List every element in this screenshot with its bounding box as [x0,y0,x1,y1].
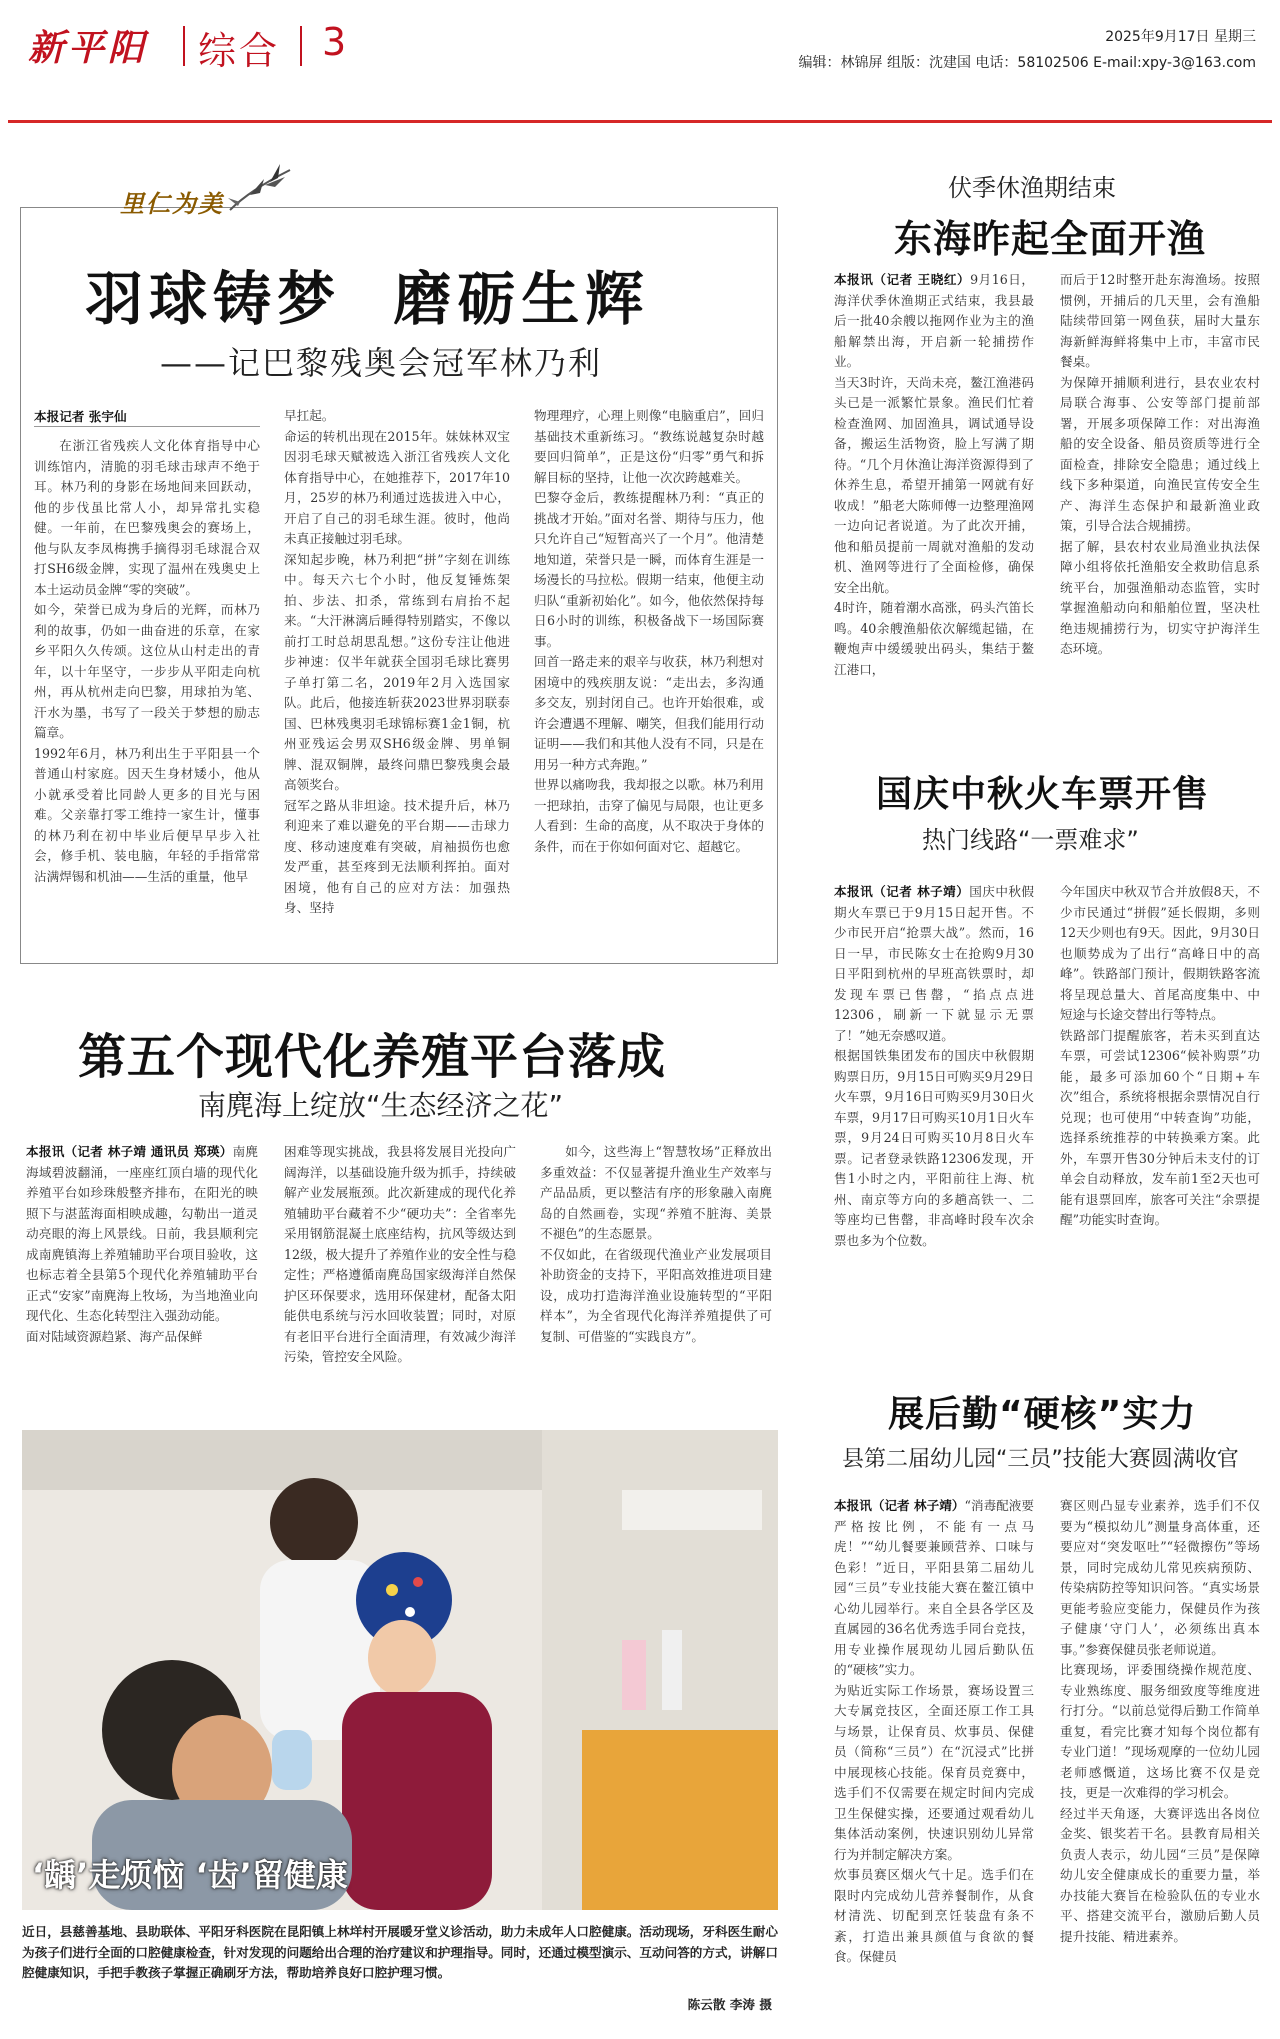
kindergarten-subtitle: 县第二届幼儿园“三员”技能大赛圆满收官 [842,1447,1239,1472]
aquaculture-col-2 [284,1142,516,1392]
editor-credits: 编辑：林锦屏 组版：沈建国 电话：58102506 E-mail:xpy-3@163.com [798,55,1256,71]
aquaculture-byline: 本报讯（记者 林子靖 通讯员 郑瑛） [26,1144,233,1159]
aquaculture-title: 第五个现代化养殖平台落成 [78,1029,667,1085]
bamboo-icon [220,160,300,220]
aquaculture-col-1-text: 南麂海域碧波翻涌，一座座红顶白墙的现代化养殖平台如珍珠般整齐排布，在阳光的映照下与湛蓝海面相映成趣，勾勒出一道灵动亮眼的海上风景线。日前，我县顺利完成南麂镇海上养殖辅助平台项目验收，这也标志着全县第5个现代化养殖辅助平台正式“安家”南麂海上牧场，为当地渔业向现代化、生态化转型注入强劲动能。 面对陆域资源趋紧、海产品保鲜 [26,1144,258,1344]
fishing-col-2 [1060,270,1260,710]
feature-byline: 本报记者 张宇仙 [34,409,127,424]
tickets-subtitle: 热门线路“一票难求” [922,826,1139,854]
tickets-col-1 [834,882,1034,1312]
tickets-col-1-text: 国庆中秋假期火车票已于9月15日起开售。不少市民开启“抢票大战”。然而，16日一早，市民陈女士在抢购9月30日平阳到杭州的早班高铁票时，却发现车票已售罄，“掐点点进12306，刷新一下就显示无票了！”她无奈感叹道。 根据国铁集团发布的国庆中秋假期购票日历，9月15日可购买9月29日火车票，9月16日可购买9月30日火车票，9月17日可购买10月1日火车票，9月24日可购买10月8日火车票。记者登录铁路12306发现，开售1小时之内，平阳前往上海、杭州、南京等方向的多趟高铁一、二等座均已售罄，非高峰时段车次余票也多为个位数。 [834,884,1034,1248]
kindergarten-col-1-text: “消毒配液要严格按比例，不能有一点马虎！”“幼儿餐要兼顾营养、口味与色彩！”近日，平阳县第二届幼儿园“三员”专业技能大赛在鳌江镇中心幼儿园举行。来自全县各学区及直属园的36名优秀选手同台竞技，用专业操作展现幼儿园后勤队伍的“硬核”实力。 为贴近实际工作场景，赛场设置三大专属竞技区，全面还原工作工具与场景，让保育员、炊事员、保健员（简称“三员”）在“沉浸式”比拼中展现核心技能。保育员竞赛中，选手们不仅需要在规定时间内完成卫生保健实操，还要通过观看幼儿集体活动案例，快速识别幼儿异常行为并制定解决方案。 炊事员赛区烟火气十足。选手们在限时内完成幼儿营养餐制作，从食材清洗、切配到烹饪装盘有条不紊，打造出兼具颜值与食欲的餐食。保健员 [834,1498,1034,1964]
feature-col-1-text: 在浙江省残疾人文化体育指导中心训练馆内，清脆的羽毛球击球声不绝于耳。林乃利的身影在场地间来回跃动，他的步伐虽比常人小，却异常扎实稳健。一年前，在巴黎残奥会的赛场上，他与队友李凤梅携手摘得羽毛球混合双打SH6级金牌，实现了温州在残奥史上本土运动员金牌“零的突破”。 如今，荣誉已成为身后的光辉，而林乃利的故事，仍如一曲奋进的乐章，在家乡平阳久久传颂。这位从山村走出的青年，以十年坚守，一步步从平阳走向杭州，再从杭州走向巴黎，用球拍为笔、汗水为墨，书写了一段关于梦想的励志篇章。 1992年6月，林乃利出生于平阳县一个普通山村家庭。因天生身材矮小，他从小就承受着比同龄人更多的目光与困难。父亲靠打零工维持一家生计，懂事的林乃利在初中毕业后便早早步入社会，修手机、装电脑，年轻的手指常常沾满焊锡和机油——生活的重量，他早 [34,438,260,884]
feature-col-1 [34,436,260,956]
fishing-kicker: 伏季休渔期结束 [948,174,1116,202]
feature-col-3 [534,406,764,956]
fishing-col-1-text: 9月16日，海洋伏季休渔期正式结束，我县最后一批40余艘以拖网作业为主的渔船解禁出海，开启新一轮捕捞作业。 当天3时许，天尚未亮，鳌江渔港码头已是一派繁忙景象。渔民们忙着检查渔网、加固渔具，调试通导设备，搬运生活物资，脸上写满了期待。“几个月休渔让海洋资源得到了休养生息，希望开捕第一网就有好收成！”船老大陈师傅一边整理渔网一边向记者说道。为了此次开捕，他和船员提前一周就对渔船的发动机、渔网等进行了全面检修，确保安全出航。 4时许，随着潮水高涨，码头汽笛长鸣。40余艘渔船依次解缆起锚，在鞭炮声中缓缓驶出码头，集结于鳌江港口， [834,272,1034,677]
photo-caption-text: 近日，县慈善基地、县助联体、平阳牙科医院在昆阳镇上林垟村开展暖牙堂义诊活动，助力未成年人口腔健康。活动现场，牙科医生耐心为孩子们进行全面的口腔健康检查，针对发现的问题给出合理的治疗建议和护理指导。同时，还通过模型演示、互动问答的方式，讲解口腔健康知识，手把手教孩子掌握正确刷牙方法，帮助培养良好口腔护理习惯。 [22,1924,778,1980]
tickets-byline: 本报讯（记者 林子靖） [834,884,970,899]
kindergarten-title: 展后勤“硬核”实力 [888,1394,1197,1435]
aquaculture-col-3 [540,1142,772,1392]
masthead-divider-2 [300,26,302,66]
dental-photo [22,1430,778,1910]
feature-col-2 [284,406,510,956]
aquaculture-col-2-text: 困难等现实挑战，我县将发展目光投向广阔海洋，以基础设施升级为抓手，持续破解产业发展瓶颈。此次新建成的现代化养殖辅助平台藏着不少“硬功夫”：全省率先采用钢筋混凝土底座结构，抗风等级达到12级，极大提升了养殖作业的安全性与稳定性；严格遵循南麂岛国家级海洋自然保护区环保要求，选用环保建材，配备太阳能供电系统与污水回收装置；同时，对原有老旧平台进行全面清理，有效减少海洋污染，管控安全风险。 [284,1144,516,1364]
feature-col-3-text: 物理理疗，心理上则像“电脑重启”，回归基础技术重新练习。“教练说越复杂时越要回归简单”，正是这份“归零”勇气和拆解目标的坚持，让他一次次跨越难关。 巴黎夺金后，教练提醒林乃利：“真正的挑战才开始。”面对名誉、期待与压力，他只允许自己“短暂高兴了一个月”。他清楚地知道，荣誉只是一瞬，而体育生涯是一场漫长的马拉松。假期一结束，他便主动归队“重新初始化”。如今，他依然保持每日6小时的训练，积极备战下一场国际赛事。 回首一路走来的艰辛与收获，林乃利想对困境中的残疾朋友说：“走出去，多沟通多交友，别封闭自己。也许开始很难，或许会遭遇不理解、嘲笑，但我们能用行动证明——我们和其他人没有不同，只是在用另一种方式奔跑。” 世界以痛吻我，我却报之以歌。林乃利用一把球拍，击穿了偏见与局限，也让更多人看到：生命的高度，从不取决于身体的条件，而在于你如何面对它、超越它。 [534,408,764,854]
aquaculture-col-1 [26,1142,258,1392]
section-name: 综合 [198,29,281,73]
photo-credit: 陈云散 李涛 摄 [687,1997,772,2012]
masthead [0,0,1280,122]
kindergarten-byline: 本报讯（记者 林子靖） [834,1498,965,1513]
column-tag-label: 里仁为美 [120,189,224,218]
masthead-divider [183,26,185,66]
fishing-title: 东海昨起全面开渔 [894,217,1207,261]
masthead-rule [8,120,1272,123]
column-tag [100,168,270,228]
aquaculture-col-3-text: 如今，这些海上“智慧牧场”正释放出多重效益：不仅显著提升渔业生产效率与产品品质，更以整洁有序的形象融入南麂岛的自然画卷，实现“养殖不脏海、美景不褪色”的生态愿景。 不仅如此，在省级现代渔业产业发展项目补助资金的支持下，平阳高效推进项目建设，成功打造海洋渔业设施转型的“平阳样本”，为全省现代化海洋养殖提供了可复制、可借鉴的“实践良方”。 [540,1144,772,1344]
fishing-col-2-text: 而后于12时整开赴东海渔场。按照惯例，开捕后的几天里，会有渔船陆续带回第一网鱼获，届时大量东海新鲜海鲜将集中上市，丰富市民餐桌。 为保障开捕顺利进行，县农业农村局联合海事、公安等部门提前部署，开展多项保障工作：对出海渔船的安全设备、船员资质等进行全面检查，排除安全隐患；通过线上线下多种渠道，向渔民宣传安全生产、海洋生态保护和最新渔业政策，引导合法合规捕捞。 据了解，县农村农业局渔业执法保障小组将依托渔船安全救助信息系统平台，加强渔船动态监管，实时掌握渔船动向和船舶位置，坚决杜绝违规捕捞行为，切实守护海洋生态环境。 [1060,272,1260,656]
kindergarten-col-2 [1060,1496,1260,2036]
paper-name: 新平阳 [28,27,149,69]
issue-date: 2025年9月17日 星期三 [1105,29,1256,45]
feature-title: 羽球铸梦 磨砺生辉 [85,265,650,333]
fishing-byline: 本报讯（记者 王晓红） [834,272,971,287]
aquaculture-subtitle: 南麂海上绽放“生态经济之花” [198,1089,564,1122]
photo-overlay-text: ‘龋’走烦恼 ‘齿’留健康 [32,1856,348,1894]
dental-photo-illustration [22,1430,778,1910]
kindergarten-col-1 [834,1496,1034,2036]
tickets-col-2 [1060,882,1260,1312]
kindergarten-col-2-text: 赛区则凸显专业素养，选手们不仅要为“模拟幼儿”测量身高体重，还要应对“突发呕吐”“轻微擦伤”等场景，同时完成幼儿常见疾病预防、传染病防控等知识问答。“真实场景更能考验应变能力，保健员作为孩子健康‘守门人’，必须练出真本事。”参赛保健员张老师说道。 比赛现场，评委围绕操作规范度、专业熟练度、服务细致度等维度进行打分。“以前总觉得后勤工作简单重复，看完比赛才知每个岗位都有专业门道！”现场观摩的一位幼儿园老师感慨道，这场比赛不仅是竞技，更是一次难得的学习机会。 经过半天角逐，大赛评选出各岗位金奖、银奖若干名。县教育局相关负责人表示，幼儿园“三员”是保障幼儿安全健康成长的重要力量，举办技能大赛旨在检验队伍的专业水平、搭建交流平台，激励后勤人员提升技能、精进素养。 [1060,1498,1260,1944]
tickets-title: 国庆中秋火车票开售 [876,774,1210,815]
page-number: 3 [322,20,347,64]
tickets-col-2-text: 今年国庆中秋双节合并放假8天，不少市民通过“拼假”延长假期，多则12天少则也有9天。因此，9月30日也顺势成为了出行“高峰日中的高峰”。铁路部门预计，假期铁路客流将呈现总量大、首尾高度集中、中短途与长途交替出行等特点。 铁路部门提醒旅客，若未买到直达车票，可尝试12306“候补购票”功能，最多可添加60个“日期+车次”组合，系统将根据余票情况自行兑现；也可使用“中转查询”功能，选择系统推荐的中转换乘方案。此外，车票开售30分钟后未支付的订单会自动释放，发车前1至2天也可能有退票回库，旅客可关注“余票提醒”功能实时查询。 [1060,884,1260,1227]
feature-subtitle: ——记巴黎残奥会冠军林乃利 [160,344,603,382]
feature-byline-rule [34,426,260,427]
fishing-col-1 [834,270,1034,710]
photo-caption [22,1922,778,1984]
feature-col-2-text: 早扛起。 命运的转机出现在2015年。妹妹林双宝因羽毛球天赋被选入浙江省残疾人文化体育指导中心，在她推荐下，2017年10月，25岁的林乃利通过选拔进入中心，开启了自己的羽毛球生涯。彼时，他尚未真正接触过羽毛球。 深知起步晚，林乃利把“拼”字刻在训练中。每天六七个小时，他反复锤炼架拍、步法、扣杀，常练到右肩抬不起来。“大汗淋漓后睡得特别踏实，不像以前打工时总胡思乱想。”这份专注让他进步神速：仅半年就获全国羽毛球比赛男子单打第二名，2019年2月入选国家队。此后，他接连斩获2023世界羽联泰国、巴林残奥羽毛球锦标赛1金1铜，杭州亚残运会男双SH6级金牌、男单铜牌、混双铜牌，最终问鼎巴黎残奥会最高领奖台。 冠军之路从非坦途。技术提升后，林乃利迎来了难以避免的平台期——击球力度、移动速度难有突破，肩袖损伤也愈发严重，甚至疼到无法顺利挥拍。面对困境，他有自己的应对方法：加强热身、坚持 [284,408,510,915]
